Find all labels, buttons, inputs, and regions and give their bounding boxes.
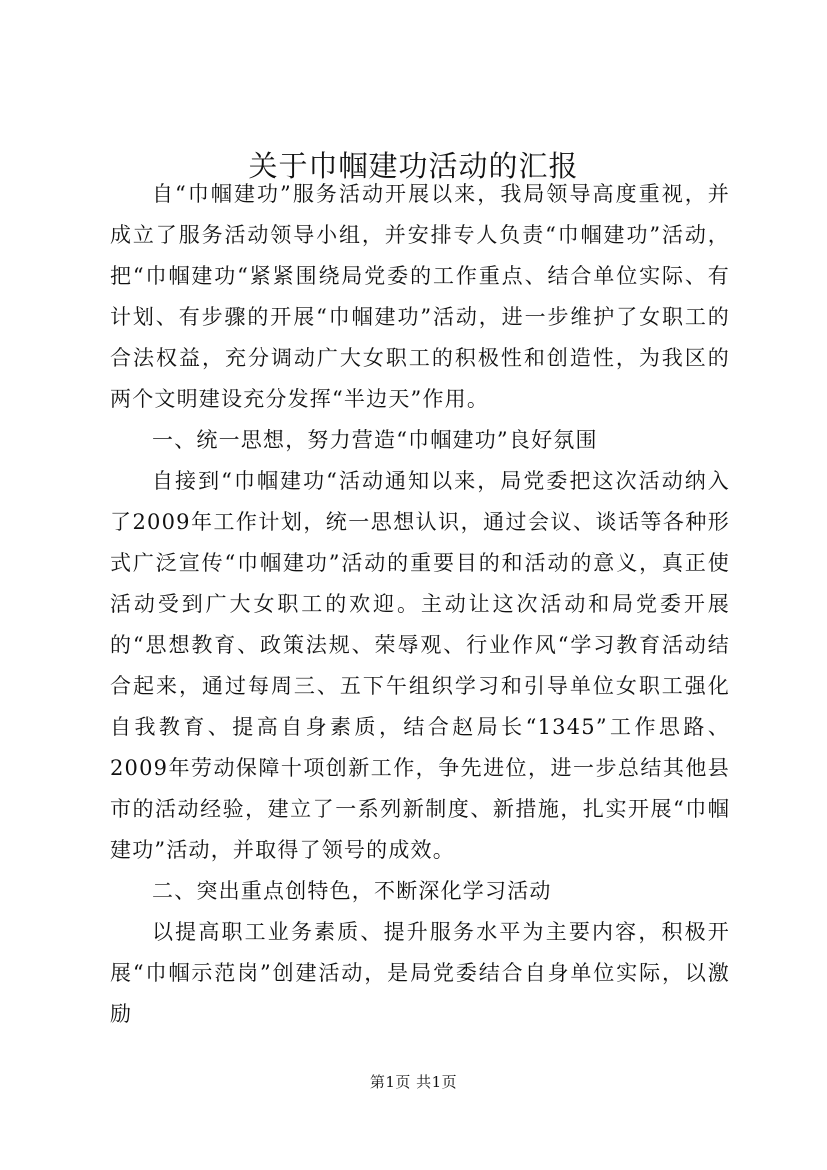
section-1-paragraph: 自接到“巾帼建功“活动通知以来，局党委把这次活动纳入了2009年工作计划，统一思想认识，通过会议、谈话等各种形式广泛宣传“巾帼建功”活动的重要目的和活动的意义，真正使活动受到广大女职工的欢迎。主动让这次活动和局党委开展的“思想教育、政策法规、荣辱观、行业作风“学习教育活动结合起来，通过每周三、五下午组织学习和引导单位女职工强化自我教育、提高自身素质，结合赵局长“1345”工作思路、2009年劳动保障十项创新工作，争先进位，进一步总结其他县市的活动经验，建立了一系列新制度、新措施，扎实开展“巾帼建功”活动，并取得了领号的成效。 [110, 469, 730, 862]
section-heading-2: 二、突出重点创特色，不断深化学习活动 [152, 879, 552, 903]
section-2-paragraph: 以提高职工业务素质、提升服务水平为主要内容，积极开展“巾帼示范岗”创建活动，是局党委结合自身单位实际，以激励 [110, 920, 730, 1026]
intro-paragraph: 自“巾帼建功”服务活动开展以来，我局领导高度重视，并成立了服务活动领导小组，并安排专人负责“巾帼建功”活动，把“巾帼建功“紧紧围绕局党委的工作重点、结合单位实际、有计划、有步骤的开展“巾帼建功”活动，进一步维护了女职工的合法权益，充分调动广大女职工的积极性和创造性，为我区的两个文明建设充分发挥“半边天”作用。 [110, 182, 730, 411]
document-title: 关于巾帼建功活动的汇报 [248, 149, 579, 183]
page-footer: 第1页 共1页 [369, 1073, 458, 1091]
section-heading-1: 一、统一思想，努力营造“巾帼建功”良好氛围 [152, 428, 598, 452]
document-body [110, 174, 730, 1035]
